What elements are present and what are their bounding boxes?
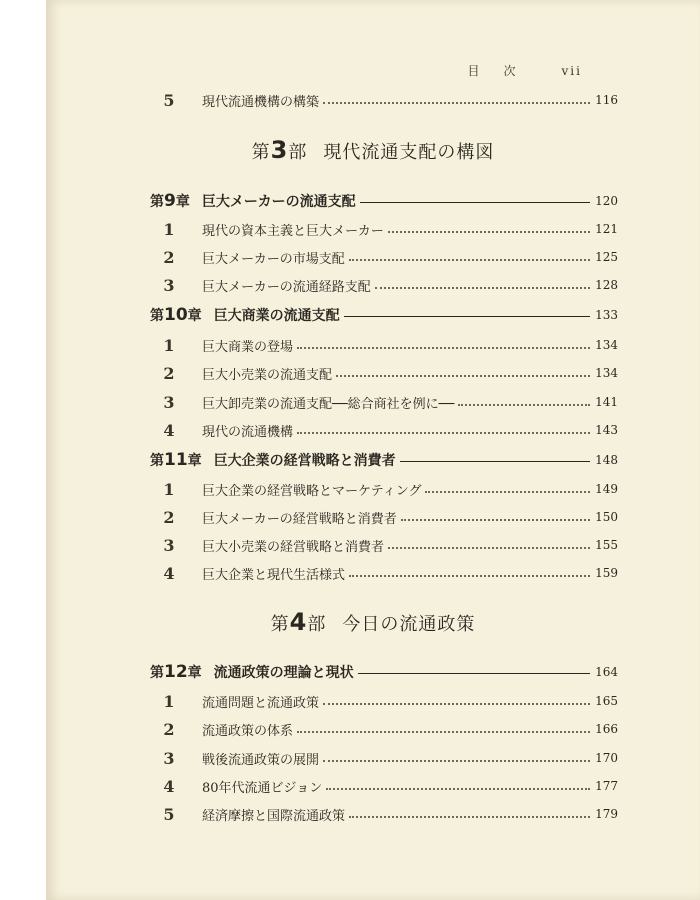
section-number: 3	[163, 392, 175, 412]
section-title: 流通政策の体系	[202, 723, 294, 739]
toc-section-entry[interactable]	[146, 89, 618, 111]
page-number: 121	[595, 222, 618, 236]
section-number: 3	[163, 535, 175, 555]
page-number: 164	[595, 665, 618, 679]
section-number: 2	[163, 363, 175, 383]
section-number: 2	[163, 247, 175, 267]
chapter-prefix: 第	[150, 194, 164, 210]
section-title: 巨大メーカーの市場支配	[202, 251, 345, 267]
dot-leader	[323, 760, 590, 762]
running-header	[468, 62, 582, 79]
section-number: 2	[163, 719, 175, 739]
toc-section-entry[interactable]	[146, 534, 618, 556]
book-page	[46, 0, 700, 900]
section-number: 5	[163, 90, 175, 110]
solid-leader	[400, 461, 590, 462]
page-number: 143	[595, 423, 618, 437]
dot-leader	[297, 432, 590, 434]
section-title: 現代の流通機構	[202, 424, 294, 440]
page-number: 165	[595, 694, 618, 708]
chapter-number: 12	[164, 662, 188, 682]
dot-leader	[375, 287, 590, 289]
header-title: 目次	[467, 64, 540, 78]
toc-section-entry[interactable]	[146, 391, 618, 413]
toc-chapter-entry[interactable]	[150, 660, 618, 684]
section-title: 現代流通機構の構築	[202, 94, 320, 110]
page-number: 134	[595, 338, 618, 352]
chapter-number: 9	[164, 191, 176, 211]
dot-leader	[323, 703, 590, 705]
dot-leader	[326, 788, 590, 790]
section-number: 2	[163, 507, 175, 527]
section-number: 1	[163, 335, 175, 355]
page-number: 148	[595, 453, 618, 467]
toc-section-entry[interactable]	[146, 419, 618, 441]
chapter-suffix: 章	[187, 308, 202, 324]
chapter-label	[150, 305, 202, 325]
dot-leader	[349, 575, 590, 577]
section-title: 巨大メーカーの経営戦略と消費者	[202, 511, 397, 527]
section-title: 戦後流通政策の展開	[202, 752, 320, 768]
section-title: 巨大メーカーの流通経路支配	[202, 279, 371, 295]
toc-section-entry[interactable]	[146, 478, 618, 500]
part-number: 3	[270, 136, 289, 164]
dot-leader	[388, 231, 590, 233]
section-title: 巨大商業の登場	[202, 339, 294, 355]
chapter-prefix: 第	[150, 665, 164, 681]
chapter-title: 巨大商業の流通支配	[213, 308, 340, 324]
section-title: 巨大企業と現代生活様式	[202, 567, 346, 583]
part-prefix: 第	[270, 614, 290, 635]
page-number: 134	[595, 366, 618, 380]
section-number: 4	[163, 420, 175, 440]
section-title: 経済摩擦と国際流通政策	[202, 808, 346, 824]
page-number: 170	[595, 751, 618, 765]
toc-section-entry[interactable]	[146, 274, 618, 296]
chapter-prefix: 第	[150, 453, 164, 469]
section-title: 流通問題と流通政策	[202, 695, 320, 711]
solid-leader	[360, 202, 590, 203]
chapter-number: 10	[164, 305, 188, 325]
chapter-label	[150, 191, 190, 211]
page-number: 128	[595, 278, 618, 292]
section-number: 1	[163, 479, 175, 499]
chapter-suffix: 章	[187, 665, 202, 681]
chapter-title: 流通政策の理論と現状	[213, 665, 354, 681]
toc-section-entry[interactable]	[146, 246, 618, 268]
chapter-title: 巨大メーカーの流通支配	[201, 194, 356, 210]
section-title: 巨大卸売業の流通支配──総合商社を例に──	[202, 396, 455, 412]
page-number: 141	[595, 395, 618, 409]
part-suffix: 部	[288, 142, 308, 163]
dot-leader	[336, 375, 590, 377]
section-title: 巨大小売業の流通支配	[202, 367, 333, 383]
toc-section-entry[interactable]	[146, 334, 618, 356]
section-number: 4	[163, 776, 175, 796]
page-number: 150	[595, 510, 618, 524]
toc-section-entry[interactable]	[146, 690, 618, 712]
page-number: 133	[595, 308, 618, 322]
part-heading	[46, 608, 700, 636]
solid-leader	[344, 316, 590, 317]
chapter-label	[150, 662, 202, 682]
section-title: 巨大小売業の経営戦略と消費者	[202, 539, 385, 555]
toc-section-entry[interactable]	[146, 718, 618, 740]
toc-chapter-entry[interactable]	[150, 189, 618, 213]
page-number: 116	[595, 93, 618, 107]
page-number: 120	[595, 194, 618, 208]
toc-section-entry[interactable]	[146, 362, 618, 384]
toc-chapter-entry[interactable]	[150, 303, 618, 327]
section-number: 4	[163, 563, 175, 583]
page-number: 125	[595, 250, 618, 264]
toc-section-entry[interactable]	[146, 775, 618, 797]
dot-leader	[349, 816, 590, 818]
section-number: 3	[163, 275, 175, 295]
page-number: 149	[595, 482, 618, 496]
dot-leader	[323, 102, 590, 104]
toc-section-entry[interactable]	[146, 506, 618, 528]
toc-section-entry[interactable]	[146, 562, 618, 584]
section-number: 3	[163, 748, 175, 768]
toc-chapter-entry[interactable]	[150, 448, 618, 472]
part-title: 今日の流通政策	[342, 614, 476, 635]
page-number: 177	[595, 779, 618, 793]
solid-leader	[358, 673, 590, 674]
toc-section-entry[interactable]	[146, 747, 618, 769]
dot-leader	[425, 491, 590, 493]
dot-leader	[458, 404, 590, 406]
chapter-prefix: 第	[150, 308, 164, 324]
page-number: 159	[595, 566, 618, 580]
section-number: 1	[163, 219, 175, 239]
section-title: 巨大企業の経営戦略とマーケティング	[202, 483, 422, 499]
chapter-suffix: 章	[187, 453, 202, 469]
section-number: 5	[163, 804, 175, 824]
toc-section-entry[interactable]	[146, 218, 618, 240]
section-number: 1	[163, 691, 175, 711]
dot-leader	[297, 347, 590, 349]
header-page-number: vii	[561, 64, 582, 78]
dot-leader	[388, 547, 590, 549]
page-number: 179	[595, 807, 618, 821]
part-title: 現代流通支配の構図	[323, 142, 495, 163]
chapter-label	[150, 450, 202, 470]
part-prefix: 第	[251, 142, 271, 163]
part-heading	[46, 136, 700, 164]
chapter-number: 11	[164, 450, 188, 470]
toc-section-entry[interactable]	[146, 803, 618, 825]
dot-leader	[401, 519, 590, 521]
page-number: 155	[595, 538, 618, 552]
chapter-title: 巨大企業の経営戦略と消費者	[213, 453, 396, 469]
section-title: 80年代流通ビジョン	[202, 780, 323, 796]
part-suffix: 部	[307, 614, 327, 635]
section-title: 現代の資本主義と巨大メーカー	[202, 223, 384, 239]
dot-leader	[349, 259, 590, 261]
part-number: 4	[289, 608, 308, 636]
chapter-suffix: 章	[175, 194, 190, 210]
page-number: 166	[595, 722, 618, 736]
dot-leader	[297, 731, 590, 733]
